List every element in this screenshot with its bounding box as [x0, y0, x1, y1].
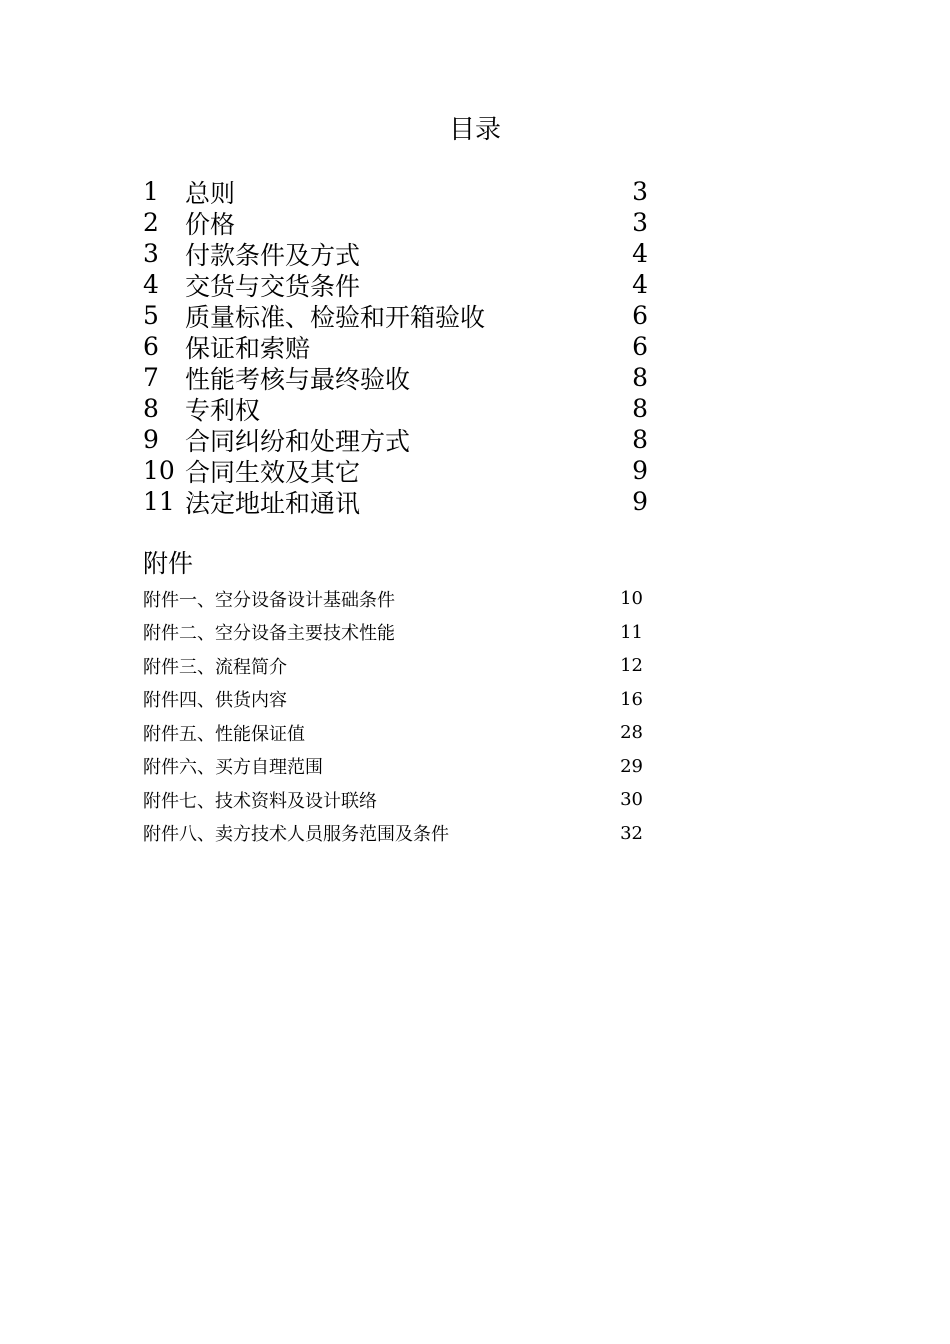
appendix-entry-page: 12: [620, 655, 643, 677]
toc-entry-page: 8: [632, 363, 648, 392]
toc-entry-title: 合同纠纷和处理方式: [185, 426, 411, 456]
appendix-entry-title: 附件七、技术资料及设计联络: [143, 790, 377, 812]
appendix-entry-2[interactable]: [143, 616, 643, 650]
toc-entry-11[interactable]: [143, 486, 648, 517]
toc-entry-page: 8: [632, 394, 648, 423]
toc-entry-page: 9: [632, 487, 648, 516]
appendix-entry-page: 10: [620, 588, 643, 610]
toc-entry-title: 保证和索赔: [185, 333, 311, 363]
toc-entry-title: 付款条件及方式: [185, 240, 361, 270]
toc-entry-number: 2: [143, 208, 159, 237]
appendix-entry-4[interactable]: [143, 683, 643, 717]
toc-entry-title: 合同生效及其它: [185, 457, 361, 487]
toc-entry-page: 6: [632, 301, 648, 330]
toc-appendix-list: [143, 582, 643, 850]
toc-entry-5[interactable]: [143, 300, 648, 331]
appendix-entry-5[interactable]: [143, 716, 643, 750]
toc-entry-9[interactable]: [143, 424, 648, 455]
appendix-entry-page: 11: [620, 621, 643, 643]
toc-entry-3[interactable]: [143, 238, 648, 269]
toc-entry-title: 法定地址和通讯: [185, 488, 361, 518]
appendix-entry-title: 附件八、卖方技术人员服务范围及条件: [143, 824, 449, 846]
toc-entry-number: 11: [143, 487, 175, 516]
appendix-entry-title: 附件五、性能保证值: [143, 723, 305, 745]
appendix-entry-1[interactable]: [143, 582, 643, 616]
appendix-entry-6[interactable]: [143, 750, 643, 784]
appendix-entry-page: 30: [620, 789, 643, 811]
appendix-entry-page: 28: [620, 722, 643, 744]
toc-entry-page: 8: [632, 425, 648, 454]
toc-entry-number: 6: [143, 332, 159, 361]
toc-entry-title: 专利权: [185, 395, 261, 425]
toc-entry-page: 3: [632, 177, 648, 206]
toc-entry-page: 4: [632, 239, 648, 268]
toc-entry-title: 交货与交货条件: [185, 271, 361, 301]
toc-entry-page: 6: [632, 332, 648, 361]
appendix-entry-title: 附件三、流程简介: [143, 656, 287, 678]
toc-entry-number: 4: [143, 270, 159, 299]
toc-entry-title: 质量标准、检验和开箱验收: [185, 302, 486, 332]
toc-entry-number: 3: [143, 239, 159, 268]
appendix-entry-page: 29: [620, 755, 643, 777]
toc-entry-title: 总则: [185, 178, 236, 208]
toc-entry-number: 8: [143, 394, 159, 423]
toc-entry-title: 性能考核与最终验收: [185, 364, 411, 394]
toc-entry-page: 9: [632, 456, 648, 485]
appendix-heading: 附件: [143, 549, 194, 578]
toc-entry-2[interactable]: [143, 207, 648, 238]
page-title: 目录: [448, 115, 501, 145]
toc-entry-page: 4: [632, 270, 648, 299]
appendix-entry-title: 附件二、空分设备主要技术性能: [143, 623, 395, 645]
appendix-entry-title: 附件四、供货内容: [143, 690, 287, 712]
appendix-entry-3[interactable]: [143, 649, 643, 683]
appendix-entry-title: 附件六、买方自理范围: [143, 757, 323, 779]
toc-entry-number: 1: [143, 177, 159, 206]
appendix-entry-8[interactable]: [143, 817, 643, 851]
toc-entry-4[interactable]: [143, 269, 648, 300]
appendix-entry-page: 16: [620, 688, 643, 710]
appendix-entry-7[interactable]: [143, 783, 643, 817]
toc-entry-page: 3: [632, 208, 648, 237]
appendix-entry-title: 附件一、空分设备设计基础条件: [143, 589, 395, 611]
toc-entry-number: 9: [143, 425, 159, 454]
toc-entry-number: 7: [143, 363, 159, 392]
toc-entry-8[interactable]: [143, 393, 648, 424]
toc-entry-number: 5: [143, 301, 159, 330]
toc-entry-6[interactable]: [143, 331, 648, 362]
toc-entry-7[interactable]: [143, 362, 648, 393]
toc-entry-1[interactable]: [143, 176, 648, 207]
appendix-entry-page: 32: [620, 822, 643, 844]
toc-entry-title: 价格: [185, 209, 236, 239]
toc-main-list: [143, 176, 648, 517]
toc-entry-10[interactable]: [143, 455, 648, 486]
toc-entry-number: 10: [143, 456, 175, 485]
